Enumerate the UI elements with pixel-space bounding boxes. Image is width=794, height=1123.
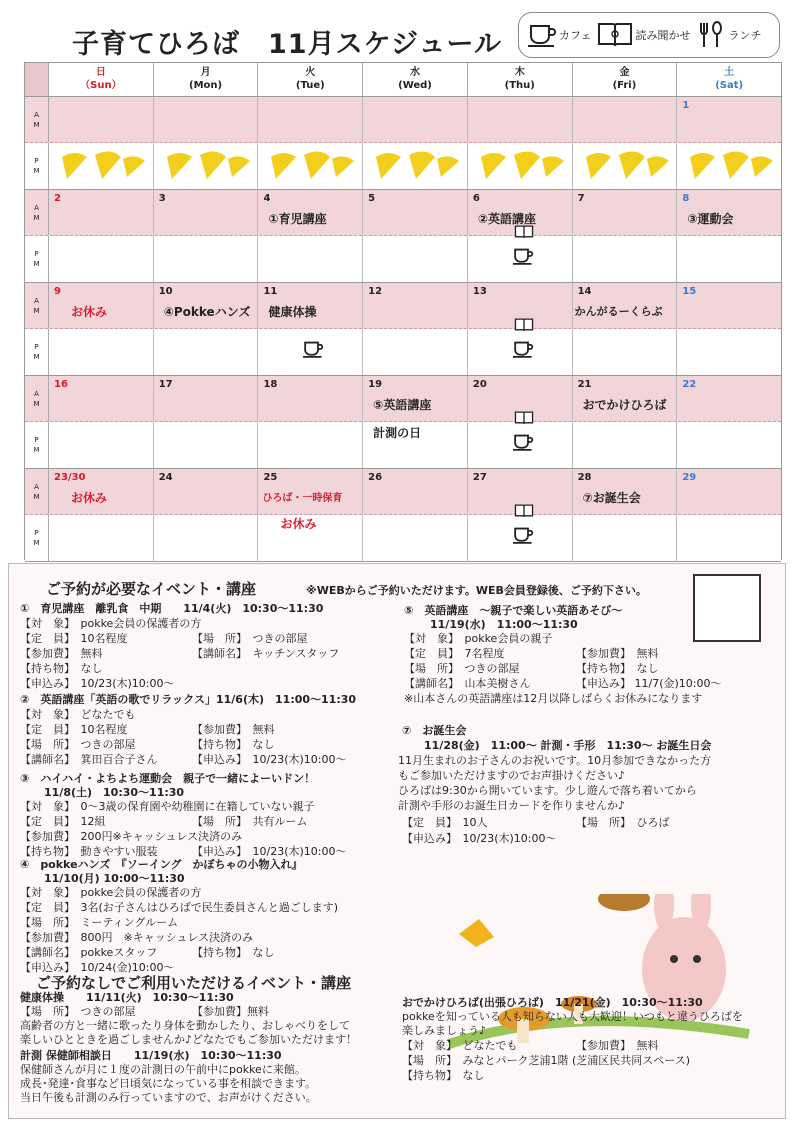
calendar-cell[interactable] <box>258 236 363 282</box>
calendar-week <box>25 97 781 190</box>
event-detail-line: 【申込み】 10/23(木)10:00～ <box>20 677 175 690</box>
event-detail-line: 【申込み】 10/23(木)10:00～ <box>192 845 347 858</box>
calendar-row-pm <box>25 236 781 283</box>
calendar-cell[interactable] <box>573 329 678 375</box>
event-detail-line: 11/10(月) 10:00～11:30 <box>44 872 185 885</box>
legend-cafe-label: カフェ <box>559 29 592 42</box>
calendar-cell[interactable] <box>468 143 573 189</box>
ampm-label: P M <box>25 143 49 189</box>
date-number: 18 <box>263 379 278 390</box>
date-number: 19 <box>368 379 383 390</box>
date-number: 1 <box>682 100 690 111</box>
book-icon <box>597 20 633 50</box>
event-detail-line: 【持ち物】 なし <box>402 1069 485 1082</box>
calendar-cell[interactable] <box>154 97 259 142</box>
ampm-label: A M <box>25 376 49 421</box>
event-detail-line: 【持ち物】 なし <box>20 662 103 675</box>
event-detail-line: 【参加費】 800円 ※キャッシュレス決済のみ <box>20 931 254 944</box>
calendar-cell[interactable] <box>677 422 781 468</box>
ampm-label: A M <box>25 190 49 235</box>
calendar-cell[interactable] <box>154 469 259 514</box>
calendar-week <box>25 283 781 376</box>
calendar-row-am <box>25 469 781 515</box>
ampm-label: A M <box>25 469 49 514</box>
calendar-cell[interactable] <box>468 422 573 468</box>
calendar-event[interactable]: 健康体操 <box>268 305 317 319</box>
event-detail-line: 【場 所】 つきの部屋 <box>192 632 308 645</box>
calendar-week <box>25 190 781 283</box>
event-detail-line: 【対 象】 pokke会員の保護者の方 <box>20 617 202 630</box>
calendar-cell[interactable] <box>677 329 781 375</box>
calendar-cell[interactable] <box>677 236 781 282</box>
header-corner <box>25 63 49 96</box>
ginkgo-leaf-icon <box>57 149 147 187</box>
calendar-event[interactable]: お休み <box>71 491 108 505</box>
qr-code[interactable] <box>693 574 761 642</box>
legend-story-label: 読み聞かせ <box>635 29 691 42</box>
legend-lunch-label: ランチ <box>728 29 762 42</box>
weekday-thu: 木 (Thu) <box>468 63 573 96</box>
calendar-cell[interactable] <box>49 469 154 514</box>
event-detail-line: pokkeを知っている人も知らない人も大歓迎！いつもと違うひろばを <box>402 1010 743 1023</box>
event-detail-line: 【定 員】 10人 <box>402 816 488 829</box>
date-number: 17 <box>158 379 173 390</box>
ginkgo-leaf-icon <box>162 149 252 187</box>
event-detail-line: おでかけひろば(出張ひろば) 11/21(金) 10:30～11:30 <box>402 996 703 1009</box>
calendar-cell[interactable] <box>154 236 259 282</box>
event-detail-line: 【場 所】 つきの部屋 <box>20 1005 136 1018</box>
event-detail-line: 11/8(土) 10:30～11:30 <box>44 786 185 799</box>
event-detail-line: ① 育児講座 離乳食 中期 11/4(火) 10:30～11:30 <box>20 602 324 615</box>
book-icon <box>514 317 534 337</box>
calendar-cell[interactable] <box>468 236 573 282</box>
event-detail-line: 計測や手形のお誕生日カードを作りませんか♪ <box>398 799 626 812</box>
event-detail-line: ④ pokkeハンズ 『ソーイング かぼちゃの小物入れ』 <box>20 858 303 871</box>
ampm-label: A M <box>25 283 49 328</box>
calendar-row-am <box>25 97 781 143</box>
weekday-sun: 日 （Sun） <box>49 63 154 96</box>
event-detail-line: 【対 象】 pokke会員の親子 <box>404 632 553 645</box>
calendar-row-pm <box>25 329 781 376</box>
calendar-cell[interactable] <box>363 236 468 282</box>
event-detail-line: 【場 所】 共有ルーム <box>192 815 308 828</box>
date-number: 10 <box>158 286 173 297</box>
calendar-cell[interactable] <box>49 329 154 375</box>
event-detail-line: 【定 員】 3名(お子さんはひろばで民生委員さんと過ごします) <box>20 901 339 914</box>
calendar-cell[interactable] <box>573 515 678 561</box>
calendar-cell[interactable] <box>49 422 154 468</box>
calendar-event[interactable]: ①育児講座 <box>268 212 327 226</box>
event-detail-line: 【申込み】 10/23(木)10:00～ <box>192 753 347 766</box>
calendar-event[interactable]: お休み <box>280 517 317 531</box>
event-detail-line: 【講師名】 キッチンスタッフ <box>192 647 340 660</box>
calendar-cell[interactable] <box>363 283 468 328</box>
ampm-label: P M <box>25 515 49 561</box>
book-icon <box>514 410 534 430</box>
event-detail-line: 【場 所】 みなとパーク芝浦1階 (芝浦区民共同スペース) <box>402 1054 691 1067</box>
calendar-cell[interactable] <box>677 469 781 514</box>
event-detail-line: 健康体操 11/11(火) 10:30～11:30 <box>20 991 234 1004</box>
cafe-icon <box>527 20 557 50</box>
calendar-cell[interactable] <box>677 283 781 328</box>
event-detail-line: 【場 所】 ひろば <box>576 816 670 829</box>
event-detail-line: 楽しいひとときを過ごしませんか♪どなたでもご参加いただけます！ <box>20 1033 358 1046</box>
calendar-event[interactable]: ③運動会 <box>687 212 734 226</box>
date-number: 12 <box>368 286 383 297</box>
reserve-note: ※WEBからご予約いただけます。WEB会員登録後、ご予約下さい。 <box>306 584 647 597</box>
calendar-event[interactable]: かんがるーくらぶ <box>574 305 663 318</box>
calendar-cell[interactable] <box>677 190 781 235</box>
ginkgo-leaf-icon <box>371 149 461 187</box>
cafe-icon <box>512 432 534 456</box>
event-detail-line: 【持ち物】 なし <box>192 946 275 959</box>
calendar-cell[interactable] <box>677 376 781 421</box>
event-detail-line: ⑦ お誕生会 <box>402 724 467 737</box>
event-detail-line: 【講師名】 山本美樹さん <box>404 677 531 690</box>
date-number: 20 <box>472 379 487 390</box>
event-detail-line: 【参加費】 無料 <box>576 647 659 660</box>
date-number: 7 <box>577 193 585 204</box>
event-detail-line: 【定 員】 7名程度 <box>404 647 505 660</box>
cafe-icon <box>512 525 534 549</box>
calendar-cell[interactable] <box>468 329 573 375</box>
calendar-cell[interactable] <box>468 97 573 142</box>
calendar-cell[interactable] <box>258 97 363 142</box>
calendar-cell[interactable] <box>573 236 678 282</box>
event-detail-line: 【場 所】 ミーティングルーム <box>20 916 179 929</box>
calendar-cell[interactable] <box>258 469 363 514</box>
event-detail-line: 【対 象】 0～3歳の保育園や幼稚園に在籍していない親子 <box>20 800 315 813</box>
calendar <box>24 62 782 560</box>
calendar-cell[interactable] <box>363 329 468 375</box>
event-detail-line: 【定 員】 10名程度 <box>20 632 128 645</box>
weekday-tue: 火 (Tue) <box>258 63 363 96</box>
legend-story <box>597 20 690 50</box>
ampm-label: A M <box>25 97 49 142</box>
event-detail-line: ② 英語講座「英語の歌でリラックス」11/6(木) 11:00～11:30 <box>20 693 357 706</box>
calendar-cell[interactable] <box>573 283 678 328</box>
event-detail-line: 【参加費】 無料 <box>192 723 275 736</box>
event-detail-line: 【場 所】 つきの部屋 <box>20 738 136 751</box>
date-number: 6 <box>472 193 480 204</box>
ampm-label: P M <box>25 236 49 282</box>
date-number: 25 <box>263 472 278 483</box>
calendar-cell[interactable] <box>258 376 363 421</box>
date-number: 15 <box>682 286 697 297</box>
event-detail-line: 11月生まれのお子さんのお祝いです。10月参加できなかった方 <box>398 754 712 767</box>
event-detail-line: ③ ハイハイ・よちよち運動会 親子で一緒によーいドン！ <box>20 772 316 785</box>
event-detail-line: ⑤ 英語講座 ～親子で楽しい英語あそび～ <box>404 604 623 617</box>
calendar-cell[interactable] <box>154 283 259 328</box>
calendar-cell[interactable] <box>258 515 363 561</box>
section-heading-reserve: ご予約が必要なイベント・講座 <box>46 580 257 598</box>
calendar-cell[interactable] <box>573 376 678 421</box>
calendar-row-pm <box>25 515 781 562</box>
calendar-cell[interactable] <box>154 376 259 421</box>
calendar-event[interactable]: 計測の日 <box>373 426 422 440</box>
book-icon <box>514 503 534 523</box>
calendar-cell[interactable] <box>258 329 363 375</box>
event-detail-line: 【持ち物】 動きやすい服装 <box>20 845 158 858</box>
calendar-cell[interactable] <box>154 329 259 375</box>
event-detail-line: 11/28(金) 11:00～ 計測・手形 11:30～ お誕生日会 <box>424 739 712 752</box>
date-number: 4 <box>263 193 271 204</box>
date-number: 26 <box>368 472 383 483</box>
calendar-event[interactable]: おでかけひろば <box>582 398 667 412</box>
event-detail-line: 【対 象】 どなたでも <box>20 708 136 721</box>
calendar-cell[interactable] <box>363 143 468 189</box>
event-detail-line: 【定 員】 12組 <box>20 815 106 828</box>
legend-lunch <box>696 20 761 50</box>
page-title: 子育てひろば 11月スケジュール <box>72 29 502 60</box>
event-detail-line: 【持ち物】 なし <box>576 662 659 675</box>
event-detail-line: 楽しみましょう♪ <box>402 1024 487 1037</box>
date-number: 22 <box>682 379 697 390</box>
event-detail-line: 【対 象】 pokke会員の保護者の方 <box>20 886 202 899</box>
event-detail-line: 【対 象】 どなたでも <box>402 1039 518 1052</box>
weekday-fri: 金 (Fri) <box>573 63 678 96</box>
ampm-label: P M <box>25 422 49 468</box>
event-detail-line: 計測 保健師相談日 11/19(水) 10:30～11:30 <box>20 1049 282 1062</box>
event-detail-line: 【持ち物】 なし <box>192 738 275 751</box>
calendar-cell[interactable] <box>49 190 154 235</box>
calendar-cell[interactable] <box>49 283 154 328</box>
calendar-cell[interactable] <box>258 422 363 468</box>
date-number: 14 <box>577 286 592 297</box>
calendar-cell[interactable] <box>49 97 154 142</box>
date-number: 16 <box>54 379 68 390</box>
event-detail-line: ひろばは9:30から開いています。少し遊んで落ち着いてから <box>398 784 697 797</box>
calendar-cell[interactable] <box>49 143 154 189</box>
calendar-cell[interactable] <box>49 376 154 421</box>
calendar-cell[interactable] <box>258 190 363 235</box>
date-number: 27 <box>472 472 487 483</box>
date-number: 21 <box>577 379 592 390</box>
calendar-event[interactable]: お休み <box>71 305 108 319</box>
calendar-row-pm <box>25 143 781 190</box>
calendar-cell[interactable] <box>258 143 363 189</box>
ampm-label: P M <box>25 329 49 375</box>
event-detail-line: 【参加費】 無料 <box>20 647 103 660</box>
event-detail-line: 【参加費】 無料 <box>576 1039 659 1052</box>
calendar-cell[interactable] <box>573 97 678 142</box>
cafe-icon <box>302 339 324 363</box>
calendar-cell[interactable] <box>363 422 468 468</box>
calendar-event[interactable]: ⑤英語講座 <box>373 398 432 412</box>
calendar-cell[interactable] <box>573 190 678 235</box>
date-number: 3 <box>158 193 166 204</box>
date-number: 5 <box>368 193 376 204</box>
event-detail-line: ※山本さんの英語講座は12月以降しばらくお休みになります <box>404 692 703 705</box>
calendar-cell[interactable] <box>49 236 154 282</box>
calendar-cell[interactable] <box>573 422 678 468</box>
calendar-cell[interactable] <box>468 515 573 561</box>
event-detail-line: 【講師名】 pokkeスタッフ <box>20 946 158 959</box>
calendar-cell[interactable] <box>363 469 468 514</box>
calendar-cell[interactable] <box>677 143 781 189</box>
event-detail-line: 当日午後も計測のみ行っていますので、お声がけください。 <box>20 1091 317 1104</box>
ginkgo-leaf-icon <box>685 149 775 187</box>
weekday-sat: 土 (Sat) <box>715 67 744 91</box>
calendar-cell[interactable] <box>363 515 468 561</box>
fork-spoon-icon <box>696 20 726 50</box>
date-number: 11 <box>263 286 278 297</box>
date-number: 24 <box>158 472 173 483</box>
ginkgo-leaf-icon <box>266 149 356 187</box>
section-heading-no-reserve: ご予約なしでご利用いただけるイベント・講座 <box>36 974 352 992</box>
calendar-cell[interactable] <box>573 143 678 189</box>
book-icon <box>514 224 534 244</box>
calendar-week <box>25 469 781 562</box>
calendar-row-am <box>25 283 781 329</box>
event-detail-line: 11/19(水) 11:00～11:30 <box>430 618 578 631</box>
event-detail-line: 【場 所】 つきの部屋 <box>404 662 520 675</box>
event-detail-line: 【申込み】 10/24(金)10:00～ <box>20 961 175 974</box>
calendar-event[interactable]: ⑦お誕生会 <box>582 491 641 505</box>
calendar-cell[interactable] <box>363 190 468 235</box>
date-number: 23/30 <box>54 472 86 483</box>
ginkgo-leaf-icon <box>581 149 671 187</box>
event-detail-line: 【申込み】 11/7(金)10:00～ <box>576 677 722 690</box>
event-detail-line: 【参加費】無料 <box>192 1005 269 1018</box>
event-detail-line: もご参加いただけますのでお声掛けください♪ <box>398 769 626 782</box>
date-number: 9 <box>54 286 61 297</box>
calendar-cell[interactable] <box>363 376 468 421</box>
calendar-cell[interactable] <box>258 283 363 328</box>
calendar-cell[interactable] <box>154 422 259 468</box>
date-number: 8 <box>682 193 690 204</box>
calendar-event[interactable]: ひろば・一時保育 <box>262 493 343 504</box>
calendar-event[interactable]: ④Pokkeハンズ <box>163 305 251 319</box>
cafe-icon <box>512 339 534 363</box>
calendar-cell[interactable] <box>154 515 259 561</box>
calendar-cell[interactable] <box>677 515 781 561</box>
event-detail-line: 高齢者の方と一緒に歌ったり身体を動かしたり、おしゃべりをして <box>20 1019 350 1032</box>
event-detail-line: 成長･発達･食事など日頃気になっている事を相談できます。 <box>20 1077 317 1090</box>
calendar-week <box>25 376 781 469</box>
weekday-mon: 月 (Mon) <box>154 63 259 96</box>
calendar-cell[interactable] <box>573 469 678 514</box>
weekday-header <box>25 63 781 97</box>
date-number: 28 <box>577 472 592 483</box>
event-detail-line: 【講師名】 箕田百合子さん <box>20 753 158 766</box>
legend-cafe <box>527 20 591 50</box>
calendar-row-am <box>25 376 781 422</box>
event-detail-line: 【定 員】 10名程度 <box>20 723 128 736</box>
icon-legend <box>518 12 780 58</box>
calendar-row-am <box>25 190 781 236</box>
calendar-cell[interactable] <box>49 515 154 561</box>
calendar-cell[interactable] <box>677 97 781 142</box>
ginkgo-leaf-icon <box>476 149 566 187</box>
date-number: 29 <box>682 472 697 483</box>
calendar-cell[interactable] <box>154 190 259 235</box>
date-number: 13 <box>472 286 487 297</box>
event-detail-line: 【参加費】 200円※キャッシュレス決済のみ <box>20 830 243 843</box>
event-detail-line: 保健師さんが月に１度の計測日の午前中にpokkeに来館。 <box>20 1063 306 1076</box>
calendar-cell[interactable] <box>363 97 468 142</box>
cafe-icon <box>512 246 534 270</box>
calendar-row-pm <box>25 422 781 469</box>
calendar-event[interactable]: ②英語講座 <box>477 212 537 226</box>
event-detail-line: 【申込み】 10/23(木)10:00～ <box>402 832 557 845</box>
date-number: 2 <box>54 193 61 204</box>
calendar-cell[interactable] <box>154 143 259 189</box>
weekday-wed: 水 (Wed) <box>363 63 468 96</box>
